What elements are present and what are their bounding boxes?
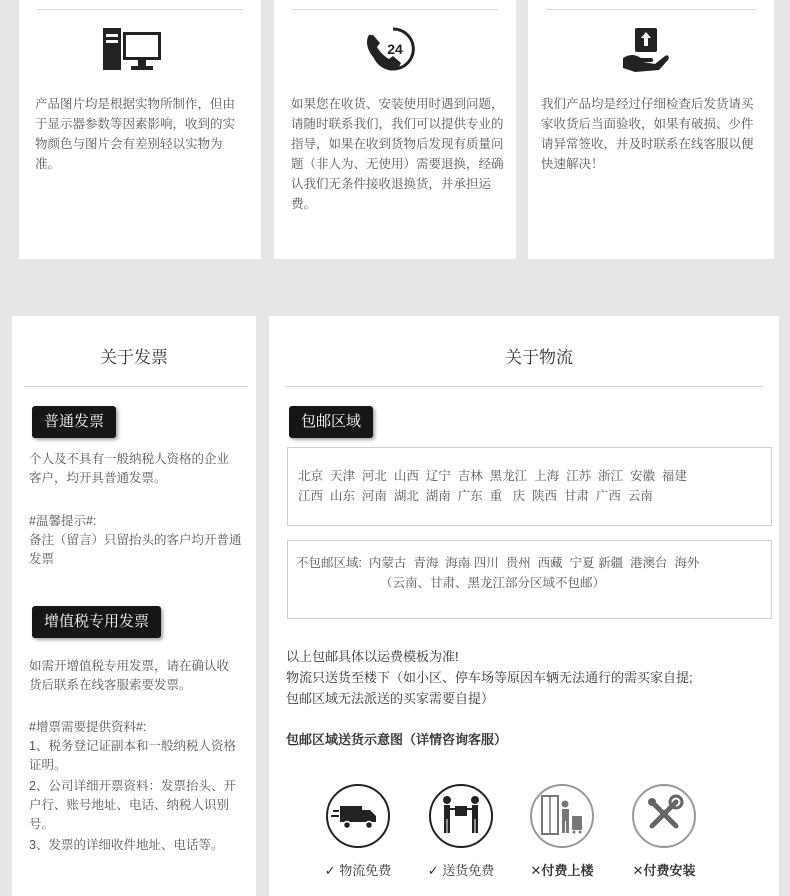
logistics-free-circle — [326, 784, 390, 848]
vat-requirement-3: 3、发票的详细收件地址、电话等。 — [29, 838, 224, 852]
truck-icon — [328, 786, 388, 846]
divider — [546, 9, 756, 10]
divider — [292, 9, 498, 10]
non-free-shipping-regions — [287, 540, 772, 619]
tip-text: 备注（留言）只留抬头的客户均开普通发票 — [29, 533, 242, 566]
tools-icon — [634, 786, 694, 846]
hand-package-icon — [621, 24, 671, 76]
invoice-card — [12, 316, 256, 896]
non-free-regions-line-1: 不包邮区域: 内蒙古 青海 海南 四川 贵州 西藏 宁夏 新疆 港澳台 海外 — [296, 556, 700, 570]
elevator-icon — [532, 786, 592, 846]
monitor-icon — [101, 26, 163, 74]
handover-icon — [431, 786, 491, 846]
free-regions-line-2: 江西 山东 河南 湖北 湖南 广东 重 庆 陕西 甘肃 广西 云南 — [298, 489, 653, 503]
normal-invoice-badge: 普通发票 — [32, 406, 116, 438]
tip-title: #温馨提示#: — [29, 514, 97, 528]
paid-upstairs-circle — [530, 784, 594, 848]
non-free-regions-line-2: （云南、甘肃、黑龙江部分区域不包邮） — [380, 576, 606, 590]
free-shipping-badge: 包邮区域 — [289, 406, 373, 438]
free-regions-line-1: 北京 天津 河北 山西 辽宁 吉林 黑龙江 上海 江苏 浙江 安徽 福建 — [298, 469, 687, 483]
vat-invoice-badge: 增值税专用发票 — [32, 606, 161, 638]
shipping-note-2: 物流只送货至楼下（如小区、停车场等原因车辆无法通行的需买家自提; — [286, 670, 693, 685]
divider — [24, 386, 248, 387]
vat-requirement-1: 1、税务登记证副本和一般纳税人资格证明。 — [29, 739, 236, 772]
vat-requirement-2: 2、公司详细开票资料：发票抬头、开户行、账号地址、电话、纳税人识别号。 — [29, 779, 236, 831]
phone-24-icon — [363, 23, 419, 75]
paid-install-circle — [632, 784, 696, 848]
shipping-note-3: 包邮区域无法派送的买家需要自提） — [286, 691, 495, 706]
service-label-logistics-free: ✓ 物流免费 — [324, 863, 392, 878]
delivery-free-circle — [429, 784, 493, 848]
shipping-note-1: 以上包邮具体以运费模板为准! — [286, 649, 459, 664]
service-label-paid-install: ✕付费安装 — [632, 863, 696, 878]
promise-card-1 — [19, 0, 261, 259]
vat-invoice-text: 如需开增值税专用发票，请在确认收货后联系在线客服索要发票。 — [29, 659, 230, 692]
service-label-paid-upstairs: ✕付费上楼 — [530, 863, 594, 878]
promise-text: 产品图片均是根据实物所制作，但由于显示器参数等因素影响，收到的实物颜色与图片会有差别轻以实物为准。 — [35, 97, 236, 171]
service-label-delivery-free: ✓ 送货免费 — [427, 863, 495, 878]
logistics-card — [269, 316, 779, 896]
normal-invoice-text: 个人及不具有一般纳税人资格的企业客户，均开具普通发票。 — [29, 452, 230, 485]
badge-24-label: 24 — [387, 41, 403, 57]
promise-card-3 — [528, 0, 774, 259]
promise-text: 如果您在收货、安装使用时遇到问题，请随时联系我们，我们可以提供专业的指导，如果在收到货物后发现有质量问题（非人为、无使用）需要退换，经确认我们无条件接收退换货，并承担运费。 — [291, 97, 504, 211]
free-shipping-regions — [287, 447, 772, 526]
logistics-title: 关于物流 — [505, 348, 573, 367]
invoice-title: 关于发票 — [100, 348, 168, 367]
divider — [37, 9, 243, 10]
vat-requirements-title: #增票需要提供资料#: — [29, 720, 147, 734]
divider — [285, 386, 763, 387]
promise-text: 我们产品均是经过仔细检查后发货请买家收货后当面验收，如果有破损、少件请异常签收，并及时联系在线客服以便快速解决！ — [541, 97, 754, 171]
delivery-diagram-title: 包邮区域送货示意图（详情咨询客服） — [286, 732, 508, 747]
promise-card-2 — [274, 0, 516, 259]
